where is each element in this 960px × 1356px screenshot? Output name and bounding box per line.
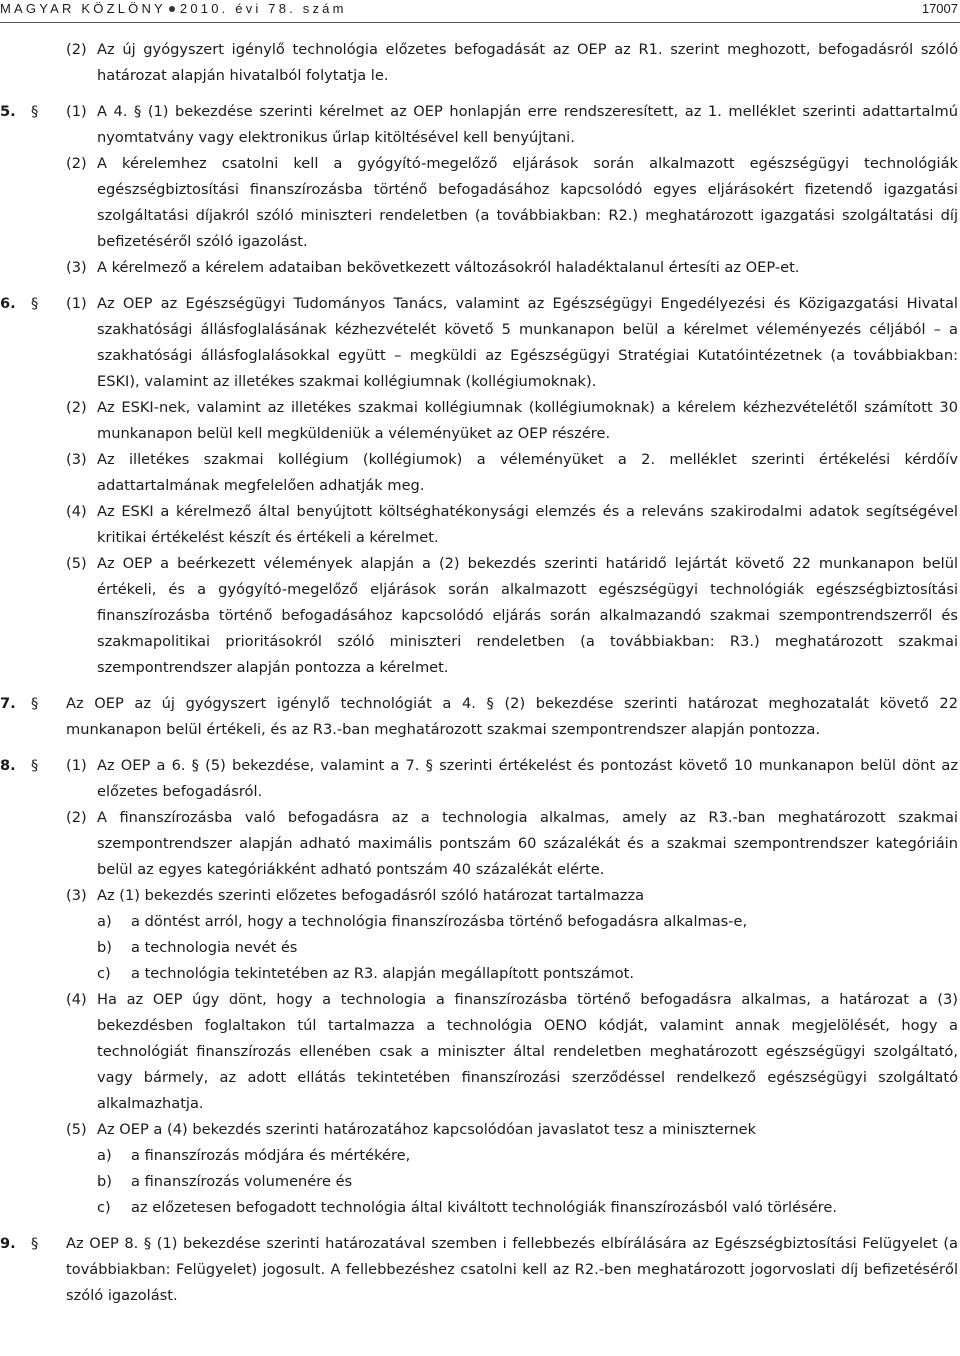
list-item <box>66 909 958 935</box>
publication-name: MAGYAR KÖZLÖNY <box>0 1 166 16</box>
section-5 <box>0 99 958 281</box>
paragraph-number: (2) <box>66 41 87 58</box>
paragraph-text <box>66 255 958 281</box>
paragraph-body: A 4. § (1) bekezdése szerinti kérelmet az OEP honlapján erre rendszeresített, az 1. melléklet szerinti adattartalmú nyomtatvány vagy elektronikus űrlap kitöltésével kell benyújtani. <box>97 103 958 146</box>
list-item-label: c) <box>97 1199 111 1216</box>
paragraph-text <box>66 551 958 681</box>
paragraph <box>0 37 958 89</box>
paragraph-text <box>66 1117 958 1221</box>
paragraph <box>0 499 958 551</box>
paragraph <box>0 99 958 151</box>
paragraph <box>0 551 958 681</box>
section-number: 8. <box>0 757 16 774</box>
paragraph-number: (1) <box>66 295 87 312</box>
list-item-text: a technológia tekintetében az R3. alapján megállapított pontszámot. <box>131 965 635 982</box>
paragraph-line <box>66 37 958 89</box>
section-symbol: § <box>31 103 39 120</box>
list-item-text: a technologia nevét és <box>131 939 298 956</box>
list-item <box>66 1169 958 1195</box>
paragraph <box>0 691 958 743</box>
section-symbol: § <box>31 1235 39 1252</box>
paragraph-text <box>66 37 958 89</box>
paragraph-body: A finanszírozásba való befogadásra az a technologia alkalmas, amely az R3.-ban meghatározott szakmai szempontrendszer alapján adható maximális pontszám 60 százalékát és a szakmai szempontrendszer kategóriáin belül az egyes kategóriákként adható pontszám 40 százalékát elérte. <box>97 809 958 878</box>
paragraph-body: Az OEP 8. § (1) bekezdése szerinti határozatával szemben i fellebbezés elbírálására az Egészségbiztosítási Felügyelet (a továbbiakban: Felügyelet) jogosult. A fellebbezéshez csatolni kell az R2.-ben meghatározott jogorvoslati díj befizetéséről szóló igazolást. <box>66 1235 958 1304</box>
paragraph-line <box>66 151 958 255</box>
paragraph-text <box>66 499 958 551</box>
list-item-text: a finanszírozás módjára és mértékére, <box>131 1147 411 1164</box>
list-indent <box>66 1195 97 1221</box>
paragraph-body: Az OEP a beérkezett vélemények alapján a (2) bekezdés szerinti határidő lejártát követő 22 munkanapon belül értékeli, és a gyógyító-megelőző eljárások során alkalmazott egészségügyi technológiák egészségbiztosítási finanszírozásba történő befogadásához kapcsolódó eljárás során alkalmazandó szakmai szempontrendszerről és szakmapolitikai prioritásokról szóló miniszteri rendeletben (a továbbiakban: R3.) meghatározott szakmai szempontrendszer alapján pontozza a kérelmet. <box>97 555 958 676</box>
list-item-text: a döntést arról, hogy a technológia finanszírozásba történő befogadásra alkalmas-e, <box>131 913 748 930</box>
paragraph-text <box>66 99 958 151</box>
header-publication-line <box>0 1 347 16</box>
section-number: 6. <box>0 295 16 312</box>
section-9 <box>0 1231 958 1309</box>
paragraph-text <box>66 753 958 805</box>
paragraph-body: Az ESKI-nek, valamint az illetékes szakmai kollégiumnak (kollégiumoknak) a kérelem kézhezvételétől számított 30 munkanapon belül kell megküldeniük a véleményüket az OEP részére. <box>97 399 958 442</box>
section-symbol: § <box>31 295 39 312</box>
section-continuation <box>0 37 958 89</box>
paragraph-text <box>66 1231 958 1309</box>
paragraph-line <box>66 883 958 909</box>
paragraph-number: (5) <box>66 1121 87 1138</box>
section-gap <box>0 681 958 691</box>
paragraph-body: A kérelmező a kérelem adataiban bekövetkezett változásokról haladéktalanul értesíti az OEP-et. <box>97 259 800 276</box>
list-item <box>66 961 958 987</box>
paragraph-line <box>66 551 958 681</box>
paragraph-body: Az új gyógyszert igénylő technológia előzetes befogadását az OEP az R1. szerint meghozott, befogadásról szóló határozat alapján hivatalból folytatja le. <box>97 41 958 84</box>
paragraph-number: (3) <box>66 451 87 468</box>
section-symbol: § <box>31 757 39 774</box>
paragraph-text <box>66 447 958 499</box>
paragraph-text <box>66 987 958 1117</box>
section-gap <box>0 743 958 753</box>
section-number: 5. <box>0 103 16 120</box>
paragraph <box>0 151 958 255</box>
paragraph-line <box>66 1231 958 1309</box>
list-item-label: a) <box>97 913 112 930</box>
paragraph-number: (2) <box>66 399 87 416</box>
paragraph-line <box>66 987 958 1117</box>
list-indent <box>66 1143 97 1169</box>
section-number: 7. <box>0 695 16 712</box>
paragraph-number: (2) <box>66 155 87 172</box>
paragraph-body: Az (1) bekezdés szerinti előzetes befogadásról szóló határozat tartalmazza <box>97 887 645 904</box>
paragraph <box>0 987 958 1117</box>
paragraph-body: Az illetékes szakmai kollégium (kollégiumok) a véleményüket a 2. melléklet szerinti értékelési kérdőív adattartalmának megfelelően adhatják meg. <box>97 451 958 494</box>
section-gap <box>0 89 958 99</box>
bullet-dot-icon <box>169 6 175 12</box>
paragraph <box>0 883 958 987</box>
section-gap <box>0 1221 958 1231</box>
paragraph-body: Az ESKI a kérelmező által benyújtott költséghatékonysági elemzés és a releváns szakirodalmi adatok segítségével kritikai értékelést készít és értékeli a kérelmet. <box>97 503 958 546</box>
paragraph-text <box>66 805 958 883</box>
paragraph <box>0 1231 958 1309</box>
paragraph-number: (1) <box>66 757 87 774</box>
paragraph <box>0 291 958 395</box>
paragraph-number: (4) <box>66 503 87 520</box>
issue-label: 2010. évi 78. szám <box>179 1 347 16</box>
page-header <box>0 0 960 23</box>
paragraph-line <box>66 99 958 151</box>
paragraph <box>0 753 958 805</box>
list-indent <box>66 1169 97 1195</box>
paragraph-number: (5) <box>66 555 87 572</box>
list-item <box>66 1195 958 1221</box>
list-item-text: a finanszírozás volumenére és <box>131 1173 353 1190</box>
paragraph <box>0 805 958 883</box>
list-indent <box>66 909 97 935</box>
section-symbol: § <box>31 695 39 712</box>
paragraph-number: (1) <box>66 103 87 120</box>
paragraph-body: Ha az OEP úgy dönt, hogy a technologia a finanszírozásba történő befogadásra alkalmas, a határozat a (3) bekezdésben foglaltakon túl tartalmazza a technológia OENO kódját, valamint annak megjelölését, hogy a technológiát finanszírozás ellenében csak a miniszter által rendeletben meghatározott egészségügyi szolgáltató, vagy bármely, az adott ellátás tekintetében finanszírozási szerződéssel rendelkező egészségügyi szolgáltató alkalmazhatja. <box>97 991 958 1112</box>
paragraph-text <box>66 291 958 395</box>
list-item <box>66 935 958 961</box>
list-indent <box>66 935 97 961</box>
paragraph-number: (2) <box>66 809 87 826</box>
paragraph-body: Az OEP a 6. § (5) bekezdése, valamint a 7. § szerinti értékelést és pontozást követő 10 munkanapon belül dönt az előzetes befogadásról. <box>97 757 958 800</box>
section-gap <box>0 281 958 291</box>
document-body <box>0 37 958 1309</box>
paragraph-line <box>66 447 958 499</box>
paragraph-text <box>66 395 958 447</box>
section-7 <box>0 691 958 743</box>
paragraph-line <box>66 753 958 805</box>
paragraph <box>0 447 958 499</box>
paragraph-body: Az OEP az Egészségügyi Tudományos Tanács, valamint az Egészségügyi Engedélyezési és Közigazgatási Hivatal szakhatósági állásfoglalásának kézhezvételét követő 5 munkanapon belül a kérelmet véleményezés céljából – a szakhatósági állásfoglalásokkal együtt – megküldi az Egészségügyi Stratégiai Kutatóintézetnek (a továbbiakban: ESKI), valamint az illetékes szakmai kollégiumnak (kollégiumoknak). <box>97 295 958 390</box>
paragraph-number: (4) <box>66 991 87 1008</box>
paragraph-line <box>66 395 958 447</box>
list-item-label: c) <box>97 965 111 982</box>
list-item-label: b) <box>97 939 112 956</box>
section-number: 9. <box>0 1235 16 1252</box>
paragraph-number: (3) <box>66 259 87 276</box>
paragraph-line <box>66 255 958 281</box>
paragraph-line <box>66 805 958 883</box>
list-item-text: az előzetesen befogadott technológia által kiváltott technológiák finanszírozásból való törlésére. <box>131 1199 837 1216</box>
paragraph-line <box>66 1117 958 1143</box>
paragraph-text <box>66 691 958 743</box>
paragraph-text <box>66 151 958 255</box>
paragraph-body: Az OEP az új gyógyszert igénylő technológiát a 4. § (2) bekezdése szerinti határozat meghozatalát követő 22 munkanapon belül értékeli, és az R3.-ban meghatározott szakmai szempontrendszer alapján pontozza. <box>66 695 958 738</box>
list-item-label: a) <box>97 1147 112 1164</box>
list-item-label: b) <box>97 1173 112 1190</box>
paragraph <box>0 395 958 447</box>
list-indent <box>66 961 97 987</box>
paragraph <box>0 1117 958 1221</box>
paragraph <box>0 255 958 281</box>
paragraph-body: A kérelemhez csatolni kell a gyógyító-megelőző eljárások során alkalmazott egészségügyi technológiák egészségbiztosítási finanszírozásba történő befogadásához kapcsolódó egyes eljárásokért fizetendő igazgatási szolgáltatási díjakról szóló miniszteri rendeletben (a továbbiakban: R2.) meghatározott igazgatási szolgáltatási díj befizetéséről szóló igazolást. <box>97 155 958 250</box>
paragraph-body: Az OEP a (4) bekezdés szerinti határozatához kapcsolódóan javaslatot tesz a miniszternek <box>97 1121 757 1138</box>
section-8 <box>0 753 958 1221</box>
paragraph-line <box>66 499 958 551</box>
section-6 <box>0 291 958 681</box>
paragraph-number: (3) <box>66 887 87 904</box>
paragraph-text <box>66 883 958 987</box>
page-number: 17007 <box>921 1 958 16</box>
paragraph-line <box>66 691 958 743</box>
paragraph-line <box>66 291 958 395</box>
list-item <box>66 1143 958 1169</box>
